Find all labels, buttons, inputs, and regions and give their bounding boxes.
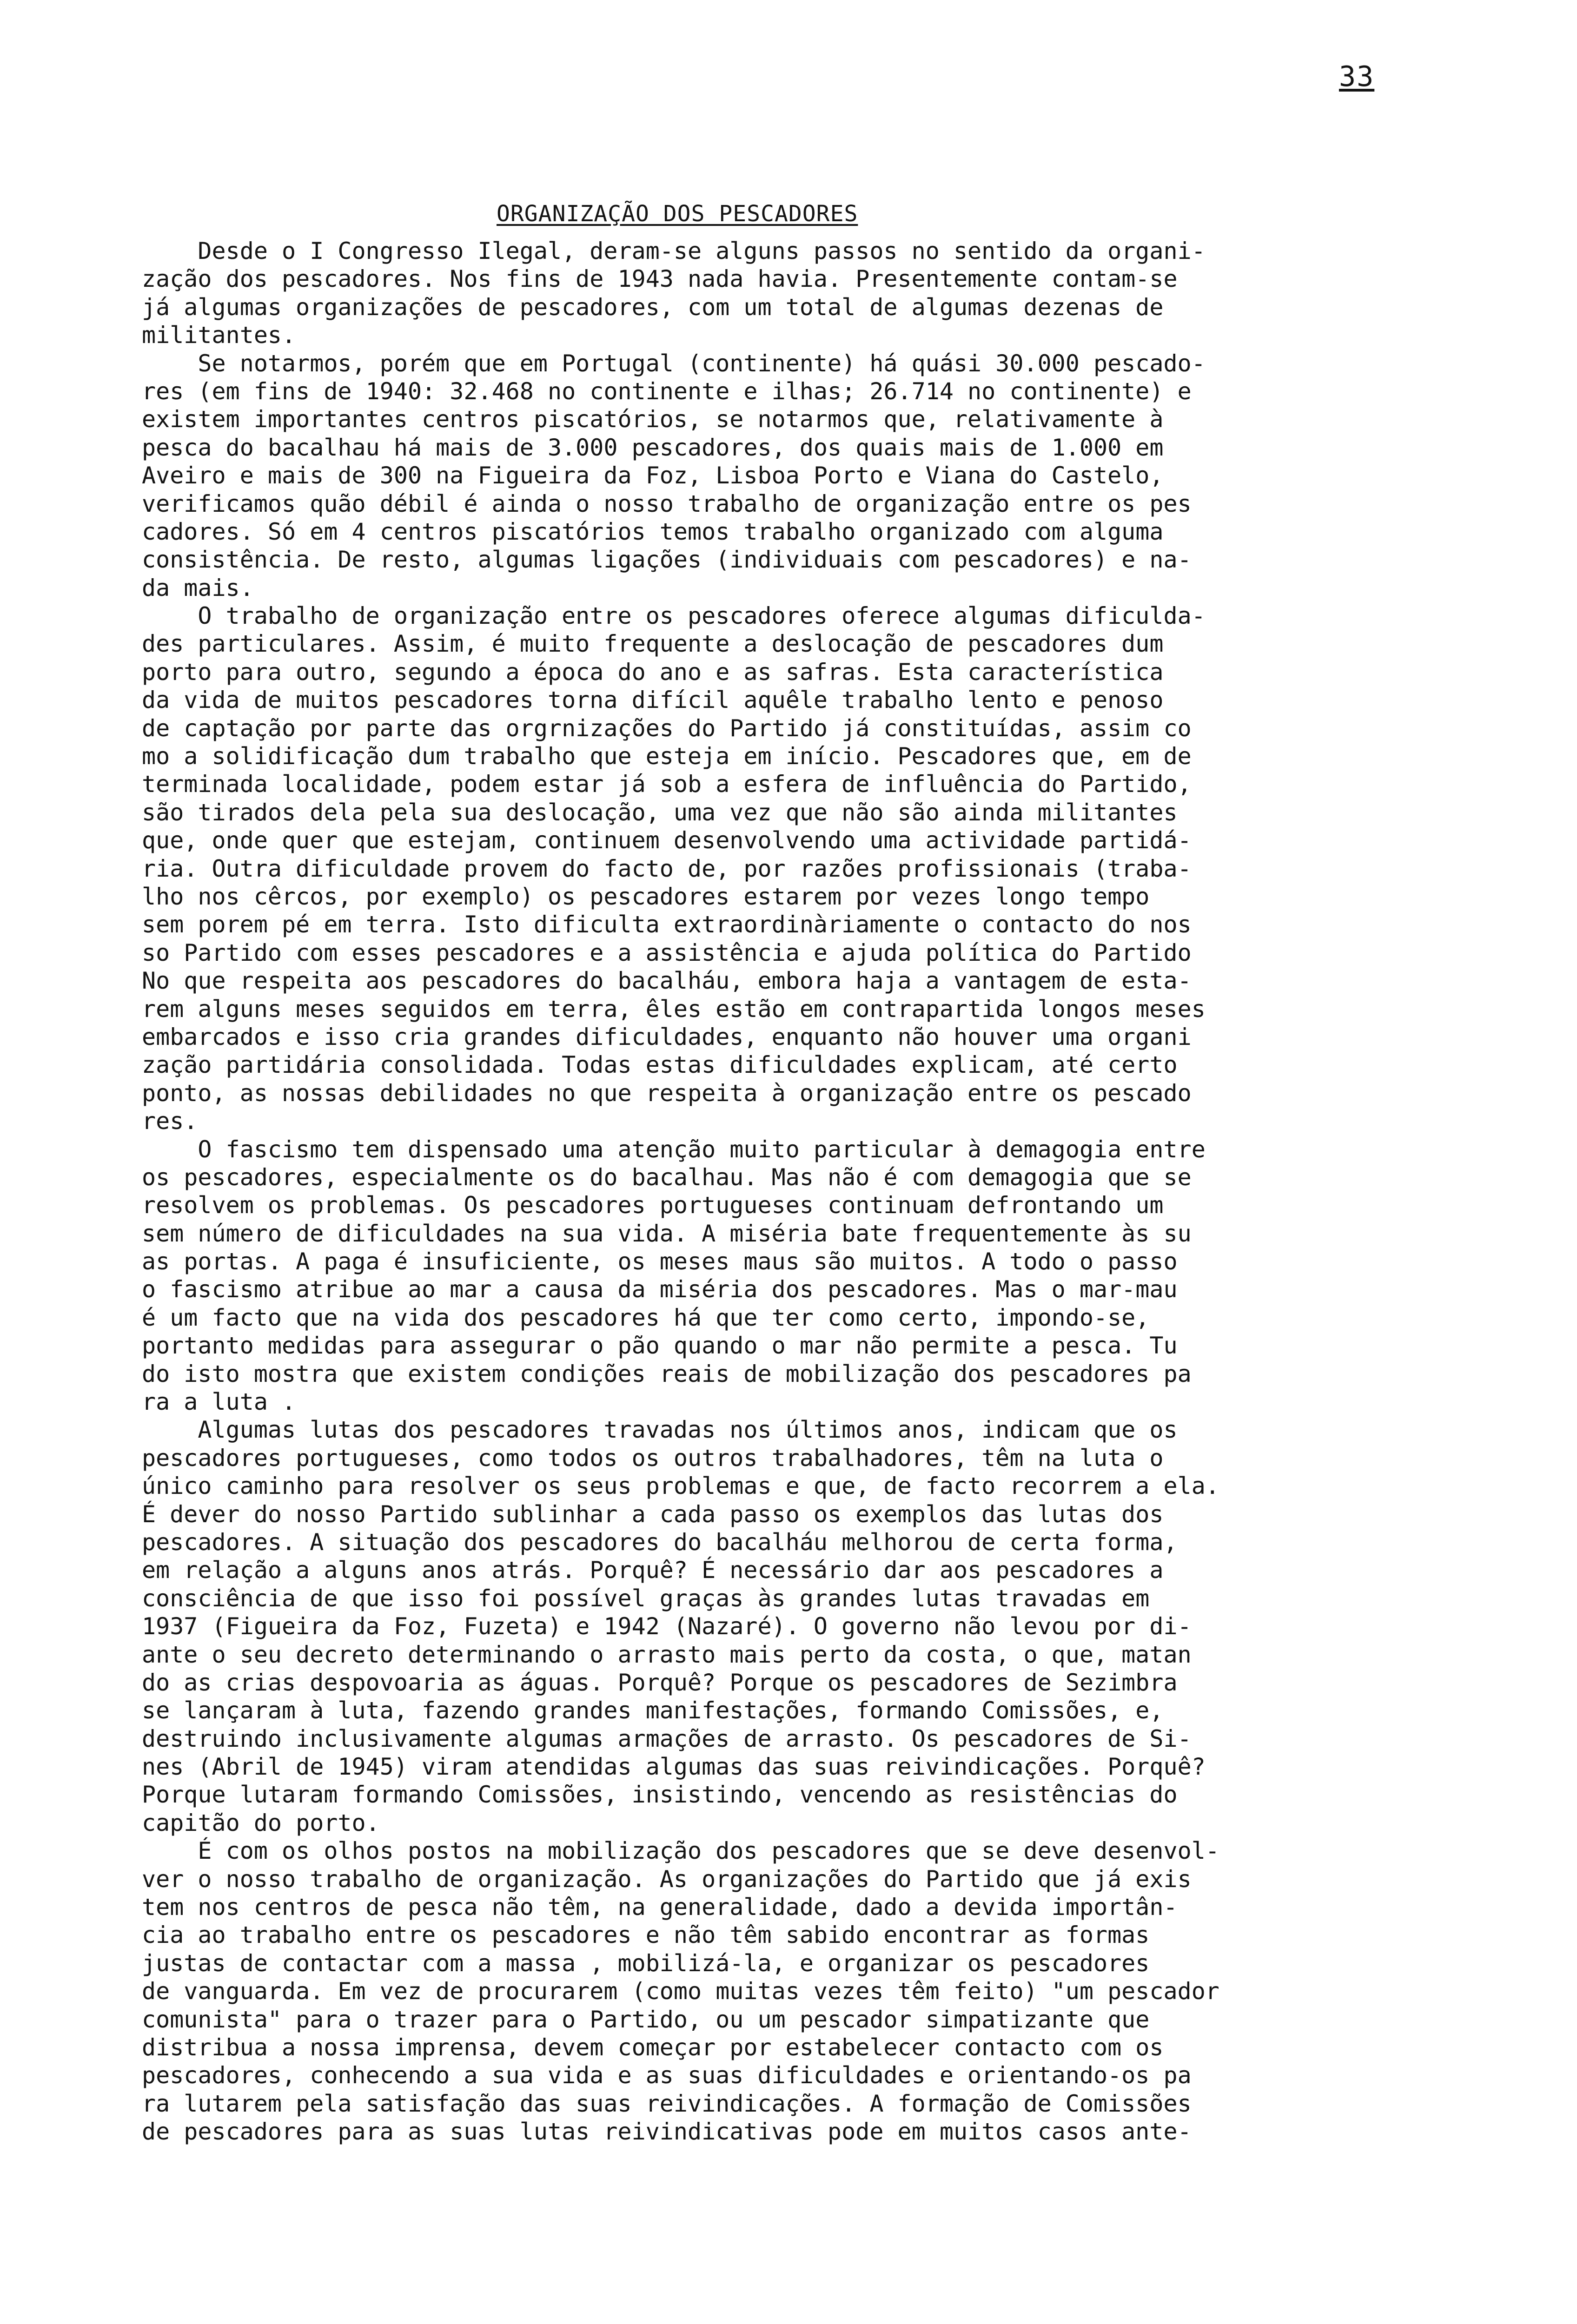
text-line: zação partidária consolidada. Todas estas dificuldades explicam, até certo	[142, 1051, 1178, 1079]
text-line: destruindo inclusivamente algumas armações de arrasto. Os pescadores de Si-	[142, 1725, 1192, 1752]
text-line: É com os olhos postos na mobilização dos pescadores que se deve desenvol-	[142, 1837, 1219, 1865]
text-line: sem número de dificuldades na sua vida. A miséria bate frequentemente às su	[142, 1220, 1192, 1247]
text-line: O trabalho de organização entre os pescadores oferece algumas dificulda-	[142, 602, 1206, 630]
text-line: É dever do nosso Partido sublinhar a cada passo os exemplos das lutas dos	[142, 1500, 1164, 1528]
text-line: ra lutarem pela satisfação das suas reivindicações. A formação de Comissões	[142, 2090, 1192, 2117]
text-line: o fascismo atribue ao mar a causa da miséria dos pescadores. Mas o mar-mau	[142, 1276, 1178, 1303]
text-line: porto para outro, segundo a época do ano e as safras. Esta característica	[142, 658, 1164, 686]
text-line: rem alguns meses seguidos em terra, êles estão em contrapartida longos meses	[142, 995, 1206, 1023]
text-line: Aveiro e mais de 300 na Figueira da Foz, Lisboa Porto e Viana do Castelo,	[142, 462, 1164, 489]
text-line: mo a solidificação dum trabalho que esteja em início. Pescadores que, em de	[142, 743, 1192, 770]
text-line: que, onde quer que estejam, continuem desenvolvendo uma actividade partidá-	[142, 827, 1192, 854]
text-line: de pescadores para as suas lutas reivindicativas pode em muitos casos ante-	[142, 2118, 1192, 2146]
text-line: resolvem os problemas. Os pescadores portugueses continuam defrontando um	[142, 1192, 1164, 1219]
text-line: existem importantes centros piscatórios, se notarmos que, relativamente à	[142, 406, 1164, 433]
text-line: ver o nosso trabalho de organização. As organizações do Partido que já exis	[142, 1865, 1192, 1893]
text-line: único caminho para resolver os seus problemas e que, de facto recorrem a ela.	[142, 1472, 1219, 1500]
text-line: pescadores, conhecendo a sua vida e as suas dificuldades e orientando-os pa	[142, 2062, 1192, 2089]
page-number: 33	[1339, 60, 1375, 93]
text-line: ra a luta .	[142, 1388, 296, 1416]
text-line: pescadores portugueses, como todos os outros trabalhadores, têm na luta o	[142, 1444, 1164, 1472]
text-line: capitão do porto.	[142, 1809, 380, 1836]
text-line: des particulares. Assim, é muito frequente a deslocação de pescadores dum	[142, 630, 1164, 658]
text-line: é um facto que na vida dos pescadores há que ter como certo, impondo-se,	[142, 1304, 1150, 1331]
text-line: consciência de que isso foi possível graças às grandes lutas travadas em	[142, 1585, 1150, 1612]
text-line: ante o seu decreto determinando o arrasto mais perto da costa, o que, matan	[142, 1641, 1192, 1668]
text-line: de captação por parte das orgrnizações do Partido já constituídas, assim co	[142, 714, 1192, 742]
text-line: as portas. A paga é insuficiente, os meses maus são muitos. A todo o passo	[142, 1248, 1178, 1275]
text-line: zação dos pescadores. Nos fins de 1943 nada havia. Presentemente contam-se	[142, 265, 1178, 293]
text-line: comunista" para o trazer para o Partido, ou um pescador simpatizante que	[142, 2006, 1150, 2033]
text-line: sem porem pé em terra. Isto dificulta extraordinàriamente o contacto do nos	[142, 911, 1192, 938]
text-line: distribua a nossa imprensa, devem começar por estabelecer contacto com os	[142, 2034, 1164, 2061]
text-line: de vanguarda. Em vez de procurarem (como muitas vezes têm feito) "um pescador	[142, 1978, 1219, 2005]
text-line: do isto mostra que existem condições reais de mobilização dos pescadores pa	[142, 1360, 1192, 1387]
text-line: justas de contactar com a massa , mobilizá-la, e organizar os pescadores	[142, 1949, 1150, 1977]
text-line: militantes.	[142, 322, 296, 349]
text-line: so Partido com esses pescadores e a assistência e ajuda política do Partido	[142, 939, 1192, 966]
text-line: se lançaram à luta, fazendo grandes manifestações, formando Comissões, e,	[142, 1697, 1164, 1724]
text-line: 1937 (Figueira da Foz, Fuzeta) e 1942 (Nazaré). O governo não levou por di-	[142, 1613, 1192, 1640]
text-line: em relação a alguns anos atrás. Porquê? É necessário dar aos pescadores a	[142, 1557, 1164, 1584]
text-line: res (em fins de 1940: 32.468 no continente e ilhas; 26.714 no continente) e	[142, 377, 1192, 405]
text-line: da mais.	[142, 574, 254, 601]
text-line: cadores. Só em 4 centros piscatórios temos trabalho organizado com alguma	[142, 518, 1164, 545]
text-line: cia ao trabalho entre os pescadores e não têm sabido encontrar as formas	[142, 1921, 1150, 1949]
text-line: No que respeita aos pescadores do bacalháu, embora haja a vantagem de esta-	[142, 967, 1192, 995]
document-body	[142, 237, 1537, 2146]
text-line: nes (Abril de 1945) viram atendidas algumas das suas reivindicações. Porquê?	[142, 1753, 1206, 1781]
text-line: da vida de muitos pescadores torna difícil aquêle trabalho lento e penoso	[142, 687, 1164, 714]
text-line: res.	[142, 1108, 198, 1135]
text-line: já algumas organizações de pescadores, com um total de algumas dezenas de	[142, 293, 1164, 321]
text-line: do as crias despovoaria as águas. Porquê? Porque os pescadores de Sezimbra	[142, 1669, 1178, 1696]
text-line: terminada localidade, podem estar já sob a esfera de influência do Partido,	[142, 771, 1192, 798]
text-line: portanto medidas para assegurar o pão quando o mar não permite a pesca. Tu	[142, 1332, 1178, 1360]
text-line: lho nos cêrcos, por exemplo) os pescadores estarem por vezes longo tempo	[142, 883, 1150, 910]
text-line: Se notarmos, porém que em Portugal (continente) há quási 30.000 pescado-	[142, 350, 1206, 377]
text-line: Desde o I Congresso Ilegal, deram-se alguns passos no sentido da organi-	[142, 238, 1206, 264]
text-line: Algumas lutas dos pescadores travadas nos últimos anos, indicam que os	[142, 1416, 1178, 1444]
document-title: ORGANIZAÇÃO DOS PESCADORES	[497, 201, 858, 227]
text-line: pescadores. A situação dos pescadores do bacalháu melhorou de certa forma,	[142, 1528, 1178, 1556]
text-line: O fascismo tem dispensado uma atenção muito particular à demagogia entre	[142, 1136, 1206, 1163]
text-line: ria. Outra dificuldade provem do facto de, por razões profissionais (traba-	[142, 855, 1192, 882]
text-line: tem nos centros de pesca não têm, na generalidade, dado a devida importân-	[142, 1894, 1178, 1921]
text-line: pesca do bacalhau há mais de 3.000 pescadores, dos quais mais de 1.000 em	[142, 434, 1164, 461]
text-line: consistência. De resto, algumas ligações (individuais com pescadores) e na-	[142, 546, 1192, 574]
text-line: ponto, as nossas debilidades no que respeita à organização entre os pescado	[142, 1079, 1192, 1107]
text-line: verificamos quão débil é ainda o nosso trabalho de organização entre os pes	[142, 490, 1192, 517]
text-line: são tirados dela pela sua deslocação, uma vez que não são ainda militantes	[142, 799, 1178, 826]
text-line: os pescadores, especialmente os do bacalhau. Mas não é com demagogia que se	[142, 1163, 1192, 1191]
text-line: Porque lutaram formando Comissões, insistindo, vencendo as resistências do	[142, 1781, 1178, 1809]
text-line: embarcados e isso cria grandes dificuldades, enquanto não houver uma organi	[142, 1023, 1192, 1050]
